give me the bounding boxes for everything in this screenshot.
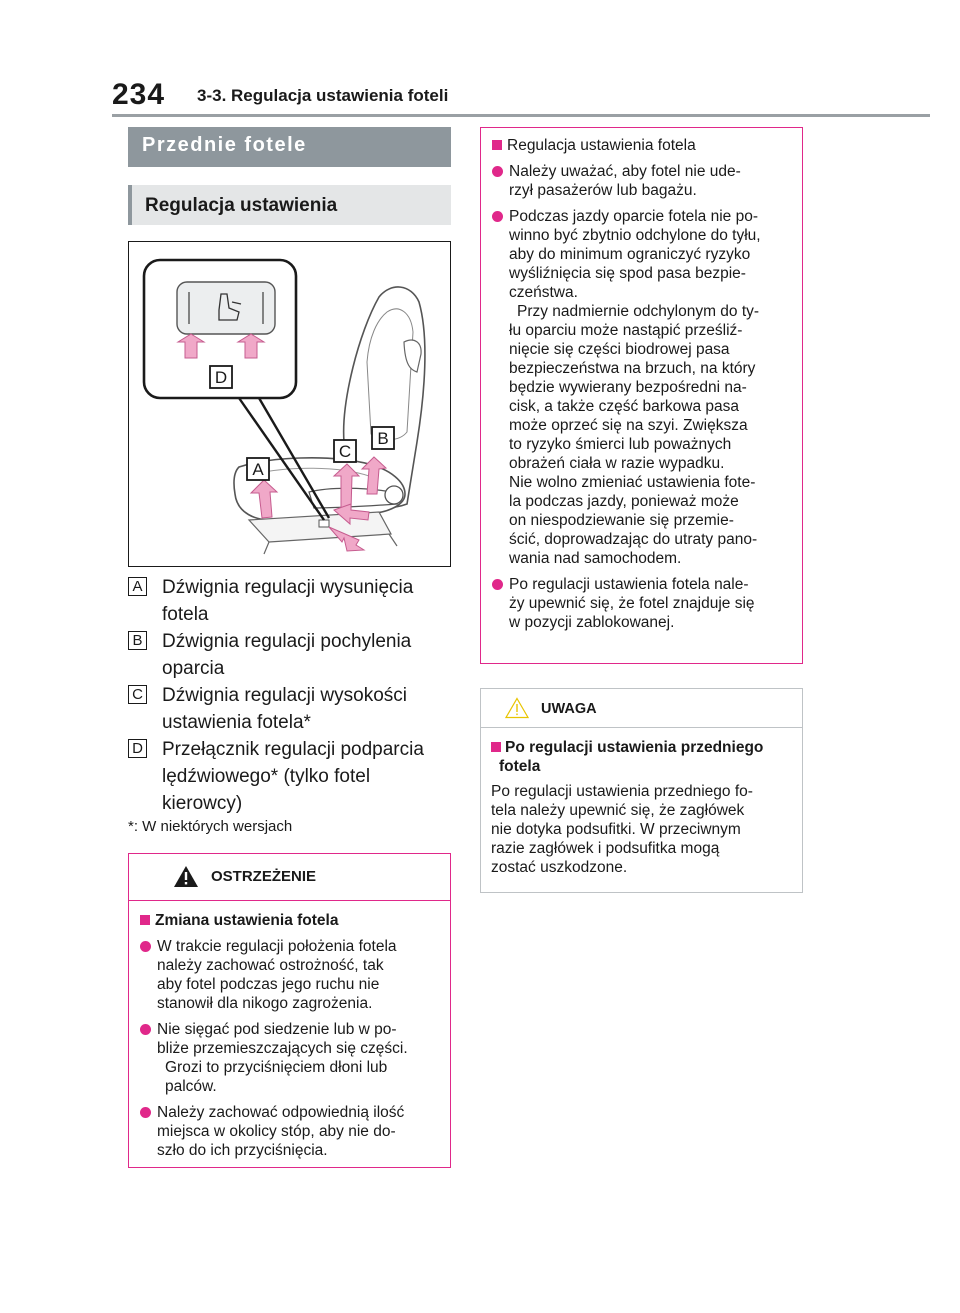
bullet-line: Nie sięgać pod siedzenie lub w po- — [157, 1021, 397, 1038]
bullet-dot-icon — [492, 579, 503, 590]
notice-body — [481, 728, 802, 877]
heading-title: Przednie fotele — [142, 134, 307, 156]
bullet-line: to ryzyko śmierci lub poważnych — [509, 436, 732, 453]
bullet-line: on niespodziewanie się przemie- — [509, 512, 734, 529]
bullet-line: Grozi to przyciśnięciem dłoni lub — [165, 1059, 388, 1076]
bullet-line: wania nad samochodem. — [509, 550, 682, 567]
seat-figure — [128, 241, 451, 567]
bullet-line: szło do ich przyciśnięcia. — [157, 1142, 328, 1159]
legend-item-b — [128, 628, 458, 682]
bullet-line: aby fotel podczas jego ruchu nie — [157, 976, 380, 993]
callout-d-label: D — [214, 368, 228, 387]
bullet-line: może oprzeć się na szyi. Zwiększa — [509, 417, 748, 434]
warning-triangle-icon — [173, 865, 199, 888]
callout-d — [210, 366, 232, 388]
bullet-line: cisk, a także część barkowa pasa — [509, 398, 740, 415]
bullet-dot-icon — [140, 1107, 151, 1118]
switch-panel — [177, 282, 275, 334]
callout-a — [247, 458, 269, 480]
notice-heading-line: fotela — [499, 758, 541, 775]
right-box-heading — [492, 136, 791, 155]
bullet-line: Podczas jazdy oparcie fotela nie po- — [509, 208, 759, 225]
notice-heading-line: Po regulacji ustawienia przedniego — [505, 739, 764, 756]
recline-knob — [385, 486, 403, 504]
notice-title: UWAGA — [541, 701, 597, 717]
legend-text: kierowcy) — [162, 793, 243, 814]
notice-line: nie dotyka podsufitki. W przeciwnym — [491, 821, 741, 838]
warning-heading-text: Zmiana ustawienia fotela — [155, 912, 339, 929]
legend-item-c — [128, 682, 458, 736]
lumbar-switch — [319, 520, 329, 527]
legend-key: C — [128, 685, 147, 704]
right-warning-box — [480, 127, 803, 664]
legend-text: Przełącznik regulacji podparcia — [162, 739, 424, 760]
legend-text: oparcia — [162, 658, 225, 679]
bullet-line: obrażeń ciała w razie wypadku. — [509, 455, 725, 472]
legend-text: lędźwiowego* (tylko fotel — [162, 766, 371, 787]
bullet-line: W trakcie regulacji położenia fotela — [157, 938, 397, 955]
bullet-line: la podczas jazdy, ponieważ może — [509, 493, 739, 510]
legend-key: B — [128, 631, 147, 650]
bullet-line: Należy zachować odpowiednią ilość — [157, 1104, 405, 1121]
square-bullet-icon — [492, 140, 502, 150]
bullet-line: w pozycji zablokowanej. — [509, 614, 675, 631]
right-box-heading-text: Regulacja ustawienia fotela — [507, 137, 696, 154]
bullet-dot-icon — [492, 166, 503, 177]
square-bullet-icon — [140, 915, 150, 925]
bullet-line: łu oparciu może nastąpić prześliź- — [509, 322, 743, 339]
legend-key: D — [128, 739, 147, 758]
legend-key: A — [128, 577, 147, 596]
legend-item-d — [128, 736, 458, 817]
callout-c-label: C — [338, 442, 352, 461]
bullet-line: ży upewnić się, że fotel znajduje się — [509, 595, 755, 612]
warning-bullet — [140, 1020, 439, 1096]
bullet-line: wyśliźnięcia się spod pasa bezpie- — [509, 265, 746, 282]
right-bullet — [492, 207, 791, 568]
notice-line: razie zagłówek i podsufitka mogą — [491, 840, 720, 857]
square-bullet-icon — [491, 742, 501, 752]
notice-line: zostać uszkodzone. — [491, 859, 628, 876]
bullet-line: bezpieczeństwa na brzuch, na który — [509, 360, 756, 377]
legend-text: Dźwignia regulacji wysokości — [162, 685, 407, 706]
footnote: *: W niektórych wersjach — [128, 818, 293, 835]
right-box-body — [481, 128, 802, 632]
bullet-dot-icon — [140, 941, 151, 952]
notice-box — [480, 688, 803, 893]
warning-heading — [140, 911, 439, 930]
bullet-line: winno być zbytnio odchylone do tyłu, — [509, 227, 761, 244]
notice-line: tela należy upewnić się, że zagłówek — [491, 802, 745, 819]
callout-c — [334, 440, 356, 462]
bullet-line: rzył pasażerów lub bagażu. — [509, 182, 697, 199]
bullet-line: Po regulacji ustawienia fotela nale- — [509, 576, 749, 593]
bullet-line: będzie wywierany bezpośredni na- — [509, 379, 747, 396]
seat-illustration — [129, 242, 451, 567]
bullet-line: Nie wolno zmieniać ustawienia fote- — [509, 474, 756, 491]
callout-b-label: B — [377, 429, 389, 448]
caution-triangle-icon — [505, 697, 529, 719]
legend-text: Dźwignia regulacji wysunięcia — [162, 577, 414, 598]
bullet-line: palców. — [165, 1078, 217, 1095]
bullet-line: miejsca w okolicy stóp, aby nie do- — [157, 1123, 396, 1140]
bullet-line: Należy uważać, aby fotel nie ude- — [509, 163, 741, 180]
warning-bullet — [140, 937, 439, 1013]
warning-header — [129, 854, 450, 901]
bullet-line: czeństwa. — [509, 284, 578, 301]
warning-box — [128, 853, 451, 1168]
bullet-line: bliże przemieszczających się części. — [157, 1040, 408, 1057]
warning-title: OSTRZEŻENIE — [211, 868, 317, 885]
warning-bullet — [140, 1103, 439, 1160]
warning-body — [129, 901, 450, 1160]
bullet-line: Przy nadmiernie odchylonym do ty- — [517, 303, 760, 320]
notice-header — [481, 689, 802, 728]
callout-a-label: A — [252, 460, 264, 479]
callout-b — [372, 427, 394, 449]
legend-item-a — [128, 574, 458, 628]
notice-heading — [491, 738, 792, 776]
section-title: 3-3. Regulacja ustawienia foteli — [197, 86, 449, 105]
bullet-line: nięcie się części biodrowej pasa — [509, 341, 730, 358]
notice-line: Po regulacji ustawienia przedniego fo- — [491, 783, 753, 800]
right-bullet — [492, 162, 791, 200]
bullet-dot-icon — [492, 211, 503, 222]
right-bullet — [492, 575, 791, 632]
legend-text: Dźwignia regulacji pochylenia — [162, 631, 412, 652]
bullet-line: należy zachować ostrożność, tak — [157, 957, 384, 974]
bullet-line: stanowił dla nikogo zagrożenia. — [157, 995, 373, 1012]
bullet-dot-icon — [140, 1024, 151, 1035]
bullet-line: ścić, doprowadzając do utraty pano- — [509, 531, 758, 548]
legend-text: fotela — [162, 604, 209, 625]
page-number: 234 — [112, 78, 166, 111]
legend-text: ustawienia fotela* — [162, 712, 311, 733]
header-rule — [112, 114, 930, 117]
bullet-line: aby do minimum ograniczyć ryzyko — [509, 246, 751, 263]
subheading-title: Regulacja ustawienia — [145, 195, 338, 216]
